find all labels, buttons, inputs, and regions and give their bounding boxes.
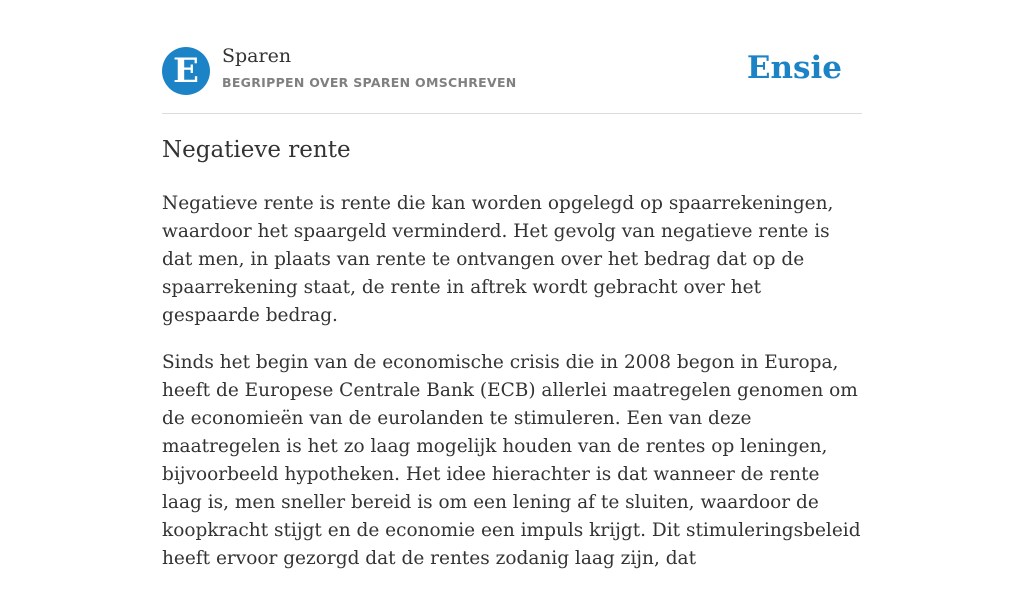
brand-logo[interactable]: Ensie: [746, 50, 842, 86]
content-container: [162, 0, 862, 569]
site-logo[interactable]: E: [162, 47, 210, 95]
article-title: Negatieve rente: [162, 137, 351, 163]
article-paragraph: Sinds het begin van de economische crisis die in 2008 begon in Europa, heeft de Europese Centrale Bank (ECB) allerlei maatregelen genomen om de economieën van de eurolanden te stimuleren. Een van deze maatregelen is het zo laag mogelijk houden van de rentes op leningen, bijvoorbeeld hypotheken. Het idee hierachter is dat wanneer de rente laag is, men sneller bereid is om een lening af te sluiten, waardoor de koopkracht stijgt en de economie een impuls krijgt. Dit stimuleringsbeleid heeft ervoor gezorgd dat de rentes zodanig laag zijn, dat: [162, 352, 861, 569]
site-header: [162, 0, 862, 114]
site-title[interactable]: Sparen: [222, 45, 292, 67]
article-body: [162, 190, 862, 592]
article-paragraph: Negatieve rente is rente die kan worden opgelegd op spaarrekeningen, waardoor het spaargeld verminderd. Het gevolg van negatieve rente is dat men, in plaats van rente te ontvangen over het bedrag dat op de spaarrekening staat, de rente in aftrek wordt gebracht over het gespaarde bedrag.: [162, 193, 834, 326]
site-subtitle: BEGRIPPEN OVER SPAREN OMSCHREVEN: [222, 75, 517, 90]
